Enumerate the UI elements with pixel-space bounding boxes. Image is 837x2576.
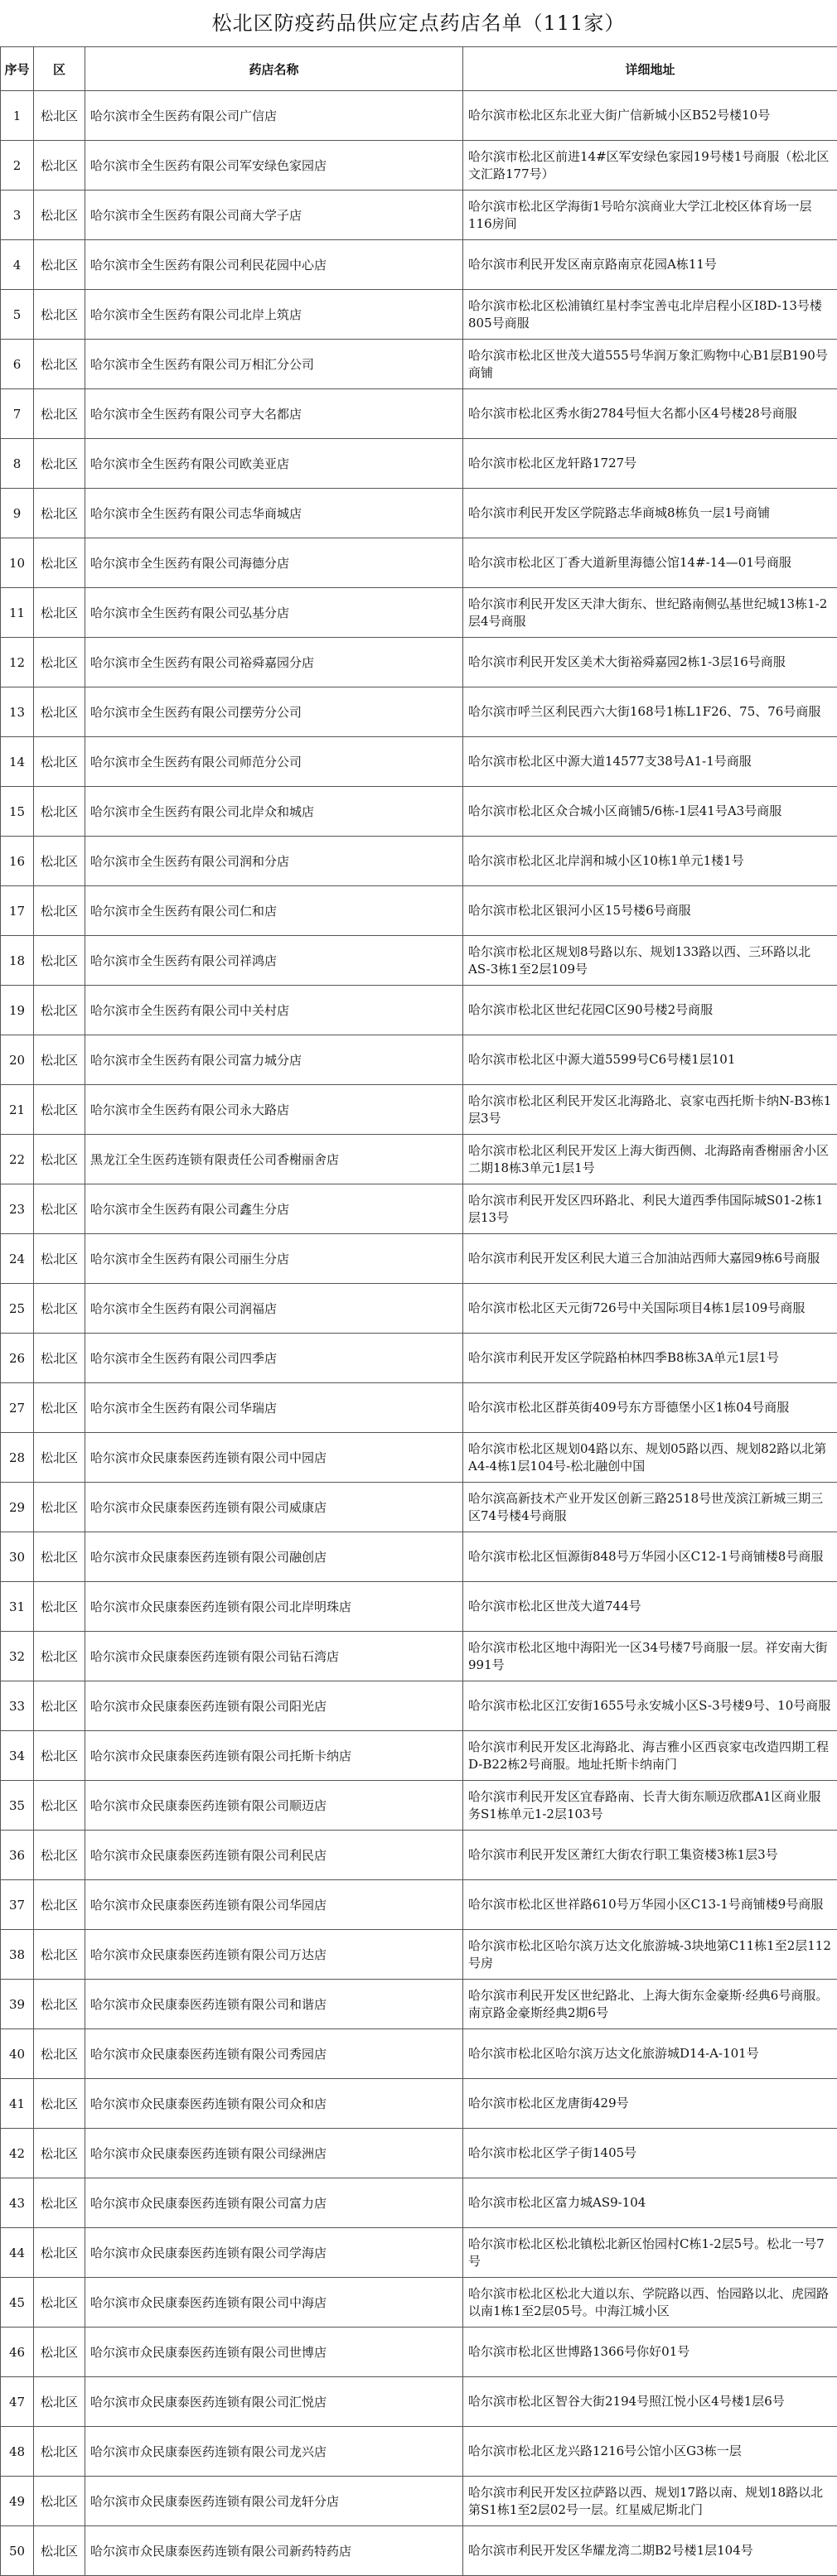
- table-row: [1, 588, 837, 638]
- row-address: 哈尔滨市松北区银河小区15号楼6号商服: [463, 886, 837, 936]
- table-row: [1, 1383, 837, 1433]
- row-store-name: 哈尔滨市众民康泰医药连锁有限公司钻石湾店: [85, 1632, 463, 1681]
- row-number: 35: [1, 1781, 34, 1831]
- table-row: [1, 2079, 837, 2129]
- row-number: 23: [1, 1184, 34, 1234]
- table-row: [1, 1781, 837, 1831]
- row-store-name: 哈尔滨市全生医药有限公司祥鸿店: [85, 936, 463, 986]
- table-row: [1, 1135, 837, 1184]
- row-store-name: 哈尔滨市众民康泰医药连锁有限公司顺迈店: [85, 1781, 463, 1831]
- table-row: [1, 1234, 837, 1284]
- row-district: 松北区: [34, 638, 85, 687]
- table-row: [1, 1483, 837, 1532]
- row-store-name: 哈尔滨市全生医药有限公司华瑞店: [85, 1383, 463, 1433]
- row-store-name: 哈尔滨市全生医药有限公司永大路店: [85, 1085, 463, 1135]
- row-district: 松北区: [34, 91, 85, 141]
- row-store-name: 哈尔滨市全生医药有限公司四季店: [85, 1334, 463, 1383]
- row-address: 哈尔滨市松北区世茂大道744号: [463, 1582, 837, 1632]
- row-store-name: 哈尔滨市全生医药有限公司广信店: [85, 91, 463, 141]
- table-body: [1, 91, 837, 2576]
- row-store-name: 哈尔滨市众民康泰医药连锁有限公司龙轩分店: [85, 2477, 463, 2526]
- row-number: 32: [1, 1632, 34, 1681]
- row-store-name: 哈尔滨市全生医药有限公司志华商城店: [85, 489, 463, 538]
- row-district: 松北区: [34, 1035, 85, 1085]
- row-address: 哈尔滨市松北区江安街1655号永安城小区S-3号楼9号、10号商服: [463, 1681, 837, 1731]
- row-district: 松北区: [34, 1681, 85, 1731]
- row-district: 松北区: [34, 2079, 85, 2129]
- table-row: [1, 290, 837, 340]
- table-row: [1, 1731, 837, 1781]
- row-address: 哈尔滨市松北区龙轩路1727号: [463, 439, 837, 489]
- row-store-name: 哈尔滨市众民康泰医药连锁有限公司利民店: [85, 1831, 463, 1880]
- table-row: [1, 2278, 837, 2328]
- row-address: 哈尔滨市利民开发区四环路北、利民大道西季伟国际城S01-2栋1层13号: [463, 1184, 837, 1234]
- row-district: 松北区: [34, 1930, 85, 1980]
- row-address: 哈尔滨市松北区龙兴路1216号公馆小区G3栋一层: [463, 2427, 837, 2477]
- table-row: [1, 91, 837, 141]
- row-address: 哈尔滨市松北区哈尔滨万达文化旅游城D14-A-101号: [463, 2029, 837, 2079]
- row-number: 8: [1, 439, 34, 489]
- table-row: [1, 1334, 837, 1383]
- row-district: 松北区: [34, 141, 85, 191]
- row-address: 哈尔滨市松北区北岸润和城小区10栋1单元1楼1号: [463, 837, 837, 886]
- table-row: [1, 1085, 837, 1135]
- row-address: 哈尔滨高新技术产业开发区创新三路2518号世茂滨江新城三期三区74号楼4号商服: [463, 1483, 837, 1532]
- row-store-name: 哈尔滨市全生医药有限公司万相汇分公司: [85, 340, 463, 389]
- table-row: [1, 1532, 837, 1582]
- table-row: [1, 2328, 837, 2377]
- row-address: 哈尔滨市利民开发区萧红大街农行职工集资楼3栋1层3号: [463, 1831, 837, 1880]
- row-district: 松北区: [34, 538, 85, 588]
- row-number: 2: [1, 141, 34, 191]
- table-row: [1, 489, 837, 538]
- row-address: 哈尔滨市松北区规划04路以东、规划05路以西、规划82路以北第A4-4栋1层104号-松北融创中国: [463, 1433, 837, 1483]
- table-row: [1, 389, 837, 439]
- row-district: 松北区: [34, 886, 85, 936]
- row-number: 7: [1, 389, 34, 439]
- row-number: 22: [1, 1135, 34, 1184]
- row-number: 36: [1, 1831, 34, 1880]
- row-store-name: 哈尔滨市众民康泰医药连锁有限公司新药特药店: [85, 2526, 463, 2576]
- row-number: 44: [1, 2228, 34, 2278]
- row-number: 48: [1, 2427, 34, 2477]
- table-row: [1, 1184, 837, 1234]
- row-store-name: 哈尔滨市全生医药有限公司北岸众和城店: [85, 787, 463, 837]
- row-number: 43: [1, 2178, 34, 2228]
- row-store-name: 哈尔滨市全生医药有限公司军安绿色家园店: [85, 141, 463, 191]
- table-row: [1, 986, 837, 1035]
- row-store-name: 哈尔滨市众民康泰医药连锁有限公司绿洲店: [85, 2129, 463, 2178]
- row-district: 松北区: [34, 2178, 85, 2228]
- table-row: [1, 1035, 837, 1085]
- table-row: [1, 2427, 837, 2477]
- row-number: 24: [1, 1234, 34, 1284]
- row-number: 19: [1, 986, 34, 1035]
- row-store-name: 哈尔滨市全生医药有限公司丽生分店: [85, 1234, 463, 1284]
- table-row: [1, 2228, 837, 2278]
- row-address: 哈尔滨市松北区利民开发区上海大街西侧、北海路南香榭丽舍小区二期18栋3单元1层1号: [463, 1135, 837, 1184]
- table-row: [1, 1880, 837, 1930]
- table-row: [1, 1632, 837, 1681]
- row-address: 哈尔滨市利民开发区利民大道三合加油站西师大嘉园9栋6号商服: [463, 1234, 837, 1284]
- row-district: 松北区: [34, 1582, 85, 1632]
- row-address: 哈尔滨市松北区天元街726号中关国际项目4栋1层109号商服: [463, 1284, 837, 1334]
- row-address: 哈尔滨市松北区龙唐街429号: [463, 2079, 837, 2129]
- table-row: [1, 2129, 837, 2178]
- row-number: 29: [1, 1483, 34, 1532]
- row-number: 40: [1, 2029, 34, 2079]
- table-row: [1, 1980, 837, 2029]
- row-address: 哈尔滨市松北区丁香大道新里海德公馆14#-14—01号商服: [463, 538, 837, 588]
- pharmacy-table: [0, 46, 837, 2576]
- row-number: 28: [1, 1433, 34, 1483]
- row-store-name: 哈尔滨市众民康泰医药连锁有限公司中园店: [85, 1433, 463, 1483]
- row-store-name: 黑龙江全生医药连锁有限责任公司香榭丽舍店: [85, 1135, 463, 1184]
- table-row: [1, 1831, 837, 1880]
- row-district: 松北区: [34, 936, 85, 986]
- row-district: 松北区: [34, 439, 85, 489]
- row-number: 20: [1, 1035, 34, 1085]
- row-store-name: 哈尔滨市众民康泰医药连锁有限公司托斯卡纳店: [85, 1731, 463, 1781]
- row-district: 松北区: [34, 687, 85, 737]
- row-district: 松北区: [34, 2427, 85, 2477]
- table-row: [1, 2377, 837, 2427]
- row-number: 4: [1, 240, 34, 290]
- row-district: 松北区: [34, 1781, 85, 1831]
- row-number: 37: [1, 1880, 34, 1930]
- row-address: 哈尔滨市松北区富力城AS9-104: [463, 2178, 837, 2228]
- row-number: 16: [1, 837, 34, 886]
- table-row: [1, 340, 837, 389]
- row-number: 18: [1, 936, 34, 986]
- row-address: 哈尔滨市松北区智谷大街2194号照江悦小区4号楼1层6号: [463, 2377, 837, 2427]
- row-address: 哈尔滨市松北区利民开发区北海路北、哀家屯西托斯卡纳N-B3栋1层3号: [463, 1085, 837, 1135]
- table-row: [1, 787, 837, 837]
- row-district: 松北区: [34, 1334, 85, 1383]
- row-district: 松北区: [34, 191, 85, 240]
- row-district: 松北区: [34, 2129, 85, 2178]
- row-district: 松北区: [34, 1532, 85, 1582]
- row-district: 松北区: [34, 1483, 85, 1532]
- row-district: 松北区: [34, 1880, 85, 1930]
- row-address: 哈尔滨市松北区恒源街848号万华园小区C12-1号商铺楼8号商服: [463, 1532, 837, 1582]
- row-address: 哈尔滨市松北区中源大道5599号C6号楼1层101: [463, 1035, 837, 1085]
- row-address: 哈尔滨市松北区中源大道14577支38号A1-1号商服: [463, 737, 837, 787]
- row-district: 松北区: [34, 1085, 85, 1135]
- row-store-name: 哈尔滨市全生医药有限公司师范分公司: [85, 737, 463, 787]
- row-store-name: 哈尔滨市众民康泰医药连锁有限公司阳光店: [85, 1681, 463, 1731]
- row-number: 31: [1, 1582, 34, 1632]
- row-district: 松北区: [34, 1184, 85, 1234]
- table-row: [1, 936, 837, 986]
- row-store-name: 哈尔滨市全生医药有限公司润和分店: [85, 837, 463, 886]
- row-number: 27: [1, 1383, 34, 1433]
- row-address: 哈尔滨市利民开发区拉萨路以西、规划17路以南、规划18路以北第S1栋1至2层02号一层。红星威尼斯北门: [463, 2477, 837, 2526]
- row-address: 哈尔滨市利民开发区天津大街东、世纪路南侧弘基世纪城13栋1-2层4号商服: [463, 588, 837, 638]
- header-store-name: 药店名称: [85, 47, 463, 91]
- table-row: [1, 638, 837, 687]
- row-store-name: 哈尔滨市众民康泰医药连锁有限公司秀园店: [85, 2029, 463, 2079]
- row-district: 松北区: [34, 340, 85, 389]
- row-store-name: 哈尔滨市全生医药有限公司北岸上筑店: [85, 290, 463, 340]
- row-number: 6: [1, 340, 34, 389]
- row-address: 哈尔滨市利民开发区学院路志华商城8栋负一层1号商铺: [463, 489, 837, 538]
- row-store-name: 哈尔滨市众民康泰医药连锁有限公司和谐店: [85, 1980, 463, 2029]
- row-address: 哈尔滨市松北区众合城小区商铺5/6栋-1层41号A3号商服: [463, 787, 837, 837]
- row-district: 松北区: [34, 1980, 85, 2029]
- table-row: [1, 439, 837, 489]
- row-number: 30: [1, 1532, 34, 1582]
- row-number: 25: [1, 1284, 34, 1334]
- table-row: [1, 141, 837, 191]
- row-district: 松北区: [34, 2477, 85, 2526]
- row-district: 松北区: [34, 240, 85, 290]
- table-row: [1, 1681, 837, 1731]
- row-number: 50: [1, 2526, 34, 2576]
- row-store-name: 哈尔滨市全生医药有限公司利民花园中心店: [85, 240, 463, 290]
- row-address: 哈尔滨市利民开发区世纪路北、上海大街东金豪斯·经典6号商服。南京路金豪斯经典2期6号: [463, 1980, 837, 2029]
- row-store-name: 哈尔滨市众民康泰医药连锁有限公司威康店: [85, 1483, 463, 1532]
- row-number: 1: [1, 91, 34, 141]
- row-address: 哈尔滨市松北区前进14#区军安绿色家园19号楼1号商服（松北区文汇路177号）: [463, 141, 837, 191]
- page-title: 松北区防疫药品供应定点药店名单（111家）: [0, 0, 837, 46]
- row-store-name: 哈尔滨市众民康泰医药连锁有限公司世博店: [85, 2328, 463, 2377]
- row-number: 15: [1, 787, 34, 837]
- table-row: [1, 2029, 837, 2079]
- row-store-name: 哈尔滨市全生医药有限公司海德分店: [85, 538, 463, 588]
- row-district: 松北区: [34, 2029, 85, 2079]
- row-district: 松北区: [34, 1433, 85, 1483]
- row-store-name: 哈尔滨市众民康泰医药连锁有限公司学海店: [85, 2228, 463, 2278]
- table-row: [1, 1930, 837, 1980]
- row-district: 松北区: [34, 290, 85, 340]
- row-store-name: 哈尔滨市全生医药有限公司欧美亚店: [85, 439, 463, 489]
- table-row: [1, 687, 837, 737]
- row-address: 哈尔滨市松北区世博路1366号你好01号: [463, 2328, 837, 2377]
- row-store-name: 哈尔滨市全生医药有限公司弘基分店: [85, 588, 463, 638]
- row-number: 5: [1, 290, 34, 340]
- row-store-name: 哈尔滨市全生医药有限公司中关村店: [85, 986, 463, 1035]
- row-store-name: 哈尔滨市全生医药有限公司商大学子店: [85, 191, 463, 240]
- table-row: [1, 1433, 837, 1483]
- row-store-name: 哈尔滨市众民康泰医药连锁有限公司汇悦店: [85, 2377, 463, 2427]
- row-address: 哈尔滨市松北区规划8号路以东、规划133路以西、三环路以北AS-3栋1至2层109号: [463, 936, 837, 986]
- table-header-row: [1, 47, 837, 91]
- row-number: 38: [1, 1930, 34, 1980]
- table-row: [1, 538, 837, 588]
- row-number: 26: [1, 1334, 34, 1383]
- row-number: 21: [1, 1085, 34, 1135]
- row-address: 哈尔滨市松北区群英街409号东方哥德堡小区1栋04号商服: [463, 1383, 837, 1433]
- row-address: 哈尔滨市松北区松北镇松北新区怡园村C栋1-2层5号。松北一号7号: [463, 2228, 837, 2278]
- table-row: [1, 191, 837, 240]
- row-store-name: 哈尔滨市全生医药有限公司仁和店: [85, 886, 463, 936]
- row-district: 松北区: [34, 1731, 85, 1781]
- row-district: 松北区: [34, 2328, 85, 2377]
- row-address: 哈尔滨市松北区松北大道以东、学院路以西、怡园路以北、虎园路以南1栋1至2层05号。中海江城小区: [463, 2278, 837, 2328]
- table-row: [1, 1582, 837, 1632]
- table-row: [1, 2178, 837, 2228]
- row-district: 松北区: [34, 837, 85, 886]
- row-store-name: 哈尔滨市众民康泰医药连锁有限公司华园店: [85, 1880, 463, 1930]
- row-number: 33: [1, 1681, 34, 1731]
- table-row: [1, 886, 837, 936]
- row-address: 哈尔滨市松北区哈尔滨万达文化旅游城-3块地第C11栋1至2层112号房: [463, 1930, 837, 1980]
- row-address: 哈尔滨市松北区秀水街2784号恒大名都小区4号楼28号商服: [463, 389, 837, 439]
- row-store-name: 哈尔滨市全生医药有限公司润福店: [85, 1284, 463, 1334]
- table-row: [1, 737, 837, 787]
- row-district: 松北区: [34, 1234, 85, 1284]
- row-district: 松北区: [34, 588, 85, 638]
- row-number: 42: [1, 2129, 34, 2178]
- row-address: 哈尔滨市呼兰区利民西六大街168号1栋L1F26、75、76号商服: [463, 687, 837, 737]
- row-store-name: 哈尔滨市众民康泰医药连锁有限公司龙兴店: [85, 2427, 463, 2477]
- row-district: 松北区: [34, 1284, 85, 1334]
- row-number: 14: [1, 737, 34, 787]
- row-address: 哈尔滨市松北区东北亚大街广信新城小区B52号楼10号: [463, 91, 837, 141]
- row-district: 松北区: [34, 2228, 85, 2278]
- row-number: 45: [1, 2278, 34, 2328]
- row-number: 34: [1, 1731, 34, 1781]
- row-district: 松北区: [34, 787, 85, 837]
- row-address: 哈尔滨市利民开发区北海路北、海吉雅小区西哀家屯改造四期工程D-B22栋2号商服。地址托斯卡纳南门: [463, 1731, 837, 1781]
- row-store-name: 哈尔滨市全生医药有限公司亨大名都店: [85, 389, 463, 439]
- row-address: 哈尔滨市利民开发区美术大街裕舜嘉园2栋1-3层16号商服: [463, 638, 837, 687]
- row-address: 哈尔滨市利民开发区华耀龙湾二期B2号楼1层104号: [463, 2526, 837, 2576]
- table-row: [1, 1284, 837, 1334]
- row-district: 松北区: [34, 2526, 85, 2576]
- row-store-name: 哈尔滨市全生医药有限公司鑫生分店: [85, 1184, 463, 1234]
- row-store-name: 哈尔滨市众民康泰医药连锁有限公司北岸明珠店: [85, 1582, 463, 1632]
- row-number: 49: [1, 2477, 34, 2526]
- row-district: 松北区: [34, 1831, 85, 1880]
- row-address: 哈尔滨市松北区世茂大道555号华润万象汇购物中心B1层B190号商铺: [463, 340, 837, 389]
- table-row: [1, 837, 837, 886]
- row-district: 松北区: [34, 389, 85, 439]
- row-store-name: 哈尔滨市众民康泰医药连锁有限公司中海店: [85, 2278, 463, 2328]
- table-row: [1, 240, 837, 290]
- row-address: 哈尔滨市松北区世祥路610号万华园小区C13-1号商铺楼9号商服: [463, 1880, 837, 1930]
- row-district: 松北区: [34, 2377, 85, 2427]
- row-store-name: 哈尔滨市众民康泰医药连锁有限公司万达店: [85, 1930, 463, 1980]
- row-store-name: 哈尔滨市全生医药有限公司裕舜嘉园分店: [85, 638, 463, 687]
- table-row: [1, 2477, 837, 2526]
- row-number: 17: [1, 886, 34, 936]
- row-district: 松北区: [34, 986, 85, 1035]
- header-address: 详细地址: [463, 47, 837, 91]
- row-address: 哈尔滨市松北区学子街1405号: [463, 2129, 837, 2178]
- row-number: 11: [1, 588, 34, 638]
- row-address: 哈尔滨市利民开发区学院路柏林四季B8栋3A单元1层1号: [463, 1334, 837, 1383]
- row-number: 10: [1, 538, 34, 588]
- header-number: 序号: [1, 47, 34, 91]
- row-store-name: 哈尔滨市全生医药有限公司摆劳分公司: [85, 687, 463, 737]
- row-number: 12: [1, 638, 34, 687]
- row-store-name: 哈尔滨市众民康泰医药连锁有限公司富力店: [85, 2178, 463, 2228]
- row-district: 松北区: [34, 1135, 85, 1184]
- row-address: 哈尔滨市松北区地中海阳光一区34号楼7号商服一层。祥安南大街991号: [463, 1632, 837, 1681]
- row-district: 松北区: [34, 737, 85, 787]
- row-number: 3: [1, 191, 34, 240]
- row-number: 46: [1, 2328, 34, 2377]
- row-district: 松北区: [34, 1383, 85, 1433]
- row-number: 39: [1, 1980, 34, 2029]
- row-address: 哈尔滨市利民开发区南京路南京花园A栋11号: [463, 240, 837, 290]
- row-store-name: 哈尔滨市众民康泰医药连锁有限公司众和店: [85, 2079, 463, 2129]
- row-store-name: 哈尔滨市全生医药有限公司富力城分店: [85, 1035, 463, 1085]
- table-row: [1, 2526, 837, 2576]
- row-district: 松北区: [34, 489, 85, 538]
- row-district: 松北区: [34, 2278, 85, 2328]
- row-store-name: 哈尔滨市众民康泰医药连锁有限公司融创店: [85, 1532, 463, 1582]
- row-address: 哈尔滨市利民开发区宜春路南、长青大街东顺迈欣郡A1区商业服务S1栋单元1-2层103号: [463, 1781, 837, 1831]
- row-number: 47: [1, 2377, 34, 2427]
- row-district: 松北区: [34, 1632, 85, 1681]
- row-number: 41: [1, 2079, 34, 2129]
- row-number: 9: [1, 489, 34, 538]
- row-number: 13: [1, 687, 34, 737]
- row-address: 哈尔滨市松北区世纪花园C区90号楼2号商服: [463, 986, 837, 1035]
- header-district: 区: [34, 47, 85, 91]
- row-address: 哈尔滨市松北区学海街1号哈尔滨商业大学江北校区体育场一层116房间: [463, 191, 837, 240]
- row-address: 哈尔滨市松北区松浦镇红星村李宝善屯北岸启程小区I8D-13号楼805号商服: [463, 290, 837, 340]
